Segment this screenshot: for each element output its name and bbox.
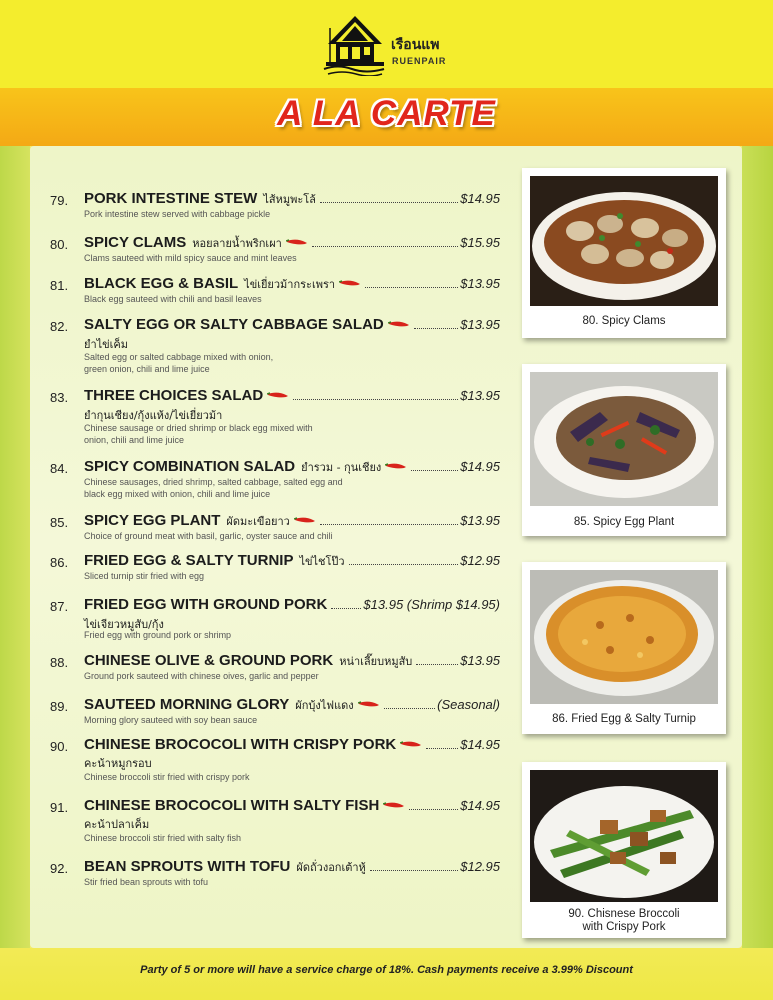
item-description: Fried egg with ground pork or shrimp <box>84 630 232 640</box>
item-description: Sliced turnip stir fried with egg <box>84 571 205 581</box>
dish-photo-spicy-clams <box>522 168 726 338</box>
item-description: Morning glory sauteed with soy bean sauce <box>84 715 258 725</box>
item-number: 90. <box>50 739 69 754</box>
dot-leader <box>365 287 458 288</box>
item-thai-name: ผัดมะเขือยาว <box>226 515 290 528</box>
dish-photo-fried-egg-turnip <box>522 562 726 734</box>
chili-pepper-icon <box>358 700 380 708</box>
item-name: CHINESE BROCOCOLI WITH CRISPY PORK <box>84 736 397 753</box>
chili-pepper-icon <box>294 516 316 524</box>
dot-leader <box>370 870 458 871</box>
photo-caption: with Crispy Pork <box>582 921 666 933</box>
item-price: $14.95 <box>460 459 500 474</box>
house-boat-icon <box>322 14 388 76</box>
item-thai-name: ยำไข่เค็ม <box>84 338 129 351</box>
item-price: $13.95 (Shrimp $14.95) <box>363 597 500 612</box>
chili-pepper-icon <box>383 801 405 809</box>
brand-thai-name: เรือนแพ <box>391 37 440 53</box>
item-price: $14.95 <box>460 798 500 813</box>
item-name: THREE CHOICES SALAD <box>84 387 264 404</box>
item-description: Chinese broccoli stir fried with crispy pork <box>84 772 250 782</box>
item-thai-name: คะน้าหมูกรอบ <box>84 757 152 770</box>
chili-pepper-icon <box>400 740 422 748</box>
item-number: 87. <box>50 599 69 614</box>
restaurant-logo <box>322 14 447 76</box>
item-name: SPICY COMBINATION SALAD <box>84 458 296 475</box>
brand-name: RUENPAIR <box>392 56 447 66</box>
item-number: 88. <box>50 655 69 670</box>
item-price: $14.95 <box>460 737 500 752</box>
item-description: black egg mixed with onion, chili and lime juice <box>84 489 271 499</box>
dot-leader <box>411 470 458 471</box>
item-price: $14.95 <box>460 191 500 206</box>
item-description: green onion, chili and lime juice <box>84 364 210 374</box>
item-thai-name: หอยลายน้ำพริกเผา <box>192 237 282 250</box>
photo-caption: 80. Spicy Clams <box>582 315 666 327</box>
fried-egg-turnip-image <box>530 570 718 704</box>
item-thai-name: ยำกุนเชียง/กุ้งแห้ง/ไข่เยี่ยวม้า <box>84 409 223 422</box>
item-name: FRIED EGG & SALTY TURNIP <box>84 552 294 569</box>
item-description: Choice of ground meat with basil, garlic, oyster sauce and chili <box>84 531 333 541</box>
item-number: 80. <box>50 237 69 252</box>
item-number: 82. <box>50 319 69 334</box>
photo-caption: 86. Fried Egg & Salty Turnip <box>552 713 696 725</box>
left-border <box>0 146 30 948</box>
item-thai-name: หน่าเลี๊ยบหมูสับ <box>339 655 413 668</box>
item-description: Ground pork sauteed with chinese oives, garlic and pepper <box>84 671 319 681</box>
dot-leader <box>426 748 458 749</box>
item-description: Salted egg or salted cabbage mixed with onion, <box>84 352 274 362</box>
item-price: $13.95 <box>460 513 500 528</box>
right-border <box>742 146 773 948</box>
chili-pepper-icon <box>385 462 407 470</box>
dot-leader <box>414 328 458 329</box>
spicy-egg-plant-image <box>530 372 718 506</box>
spicy-clams-image <box>530 176 718 306</box>
chili-pepper-icon <box>267 391 289 399</box>
dot-leader <box>320 524 458 525</box>
dot-leader <box>416 664 458 665</box>
item-description: Chinese sausages, dried shrimp, salted cabbage, salted egg and <box>84 477 343 487</box>
item-description: Clams sauteed with mild spicy sauce and mint leaves <box>84 253 297 263</box>
item-number: 83. <box>50 390 69 405</box>
item-thai-name: ไส้หมูพะโล้ <box>263 193 316 206</box>
item-price: $13.95 <box>460 653 500 668</box>
item-thai-name: ผักบุ้งไฟแดง <box>295 699 354 712</box>
dot-leader <box>312 246 458 247</box>
item-description: Chinese sausage or dried shrimp or black egg mixed with <box>84 423 313 433</box>
item-name: SPICY CLAMS <box>84 234 187 251</box>
dot-leader <box>320 202 458 203</box>
dot-leader <box>293 399 458 400</box>
item-number: 81. <box>50 278 69 293</box>
item-price: $12.95 <box>460 553 500 568</box>
item-thai-name: ผัดถั่วงอกเต้าหู้ <box>296 861 366 874</box>
item-name: BEAN SPROUTS WITH TOFU <box>84 858 291 875</box>
item-number: 86. <box>50 555 69 570</box>
item-name: CHINESE OLIVE & GROUND PORK <box>84 652 334 669</box>
dish-photo-broccoli-crispy-pork <box>522 762 726 938</box>
item-thai-name: ไข่เยี่ยวม้ากระเพรา <box>244 278 336 291</box>
item-description: Chinese broccoli stir fried with salty fish <box>84 833 242 843</box>
item-price: (Seasonal) <box>437 697 500 712</box>
broccoli-crispy-pork-image <box>530 770 718 902</box>
item-number: 91. <box>50 800 69 815</box>
dish-photo-spicy-egg-plant <box>522 364 726 536</box>
item-price: $12.95 <box>460 859 500 874</box>
item-number: 92. <box>50 861 69 876</box>
chili-pepper-icon <box>388 320 410 328</box>
item-price: $13.95 <box>460 388 500 403</box>
item-description: onion, chili and lime juice <box>84 435 185 445</box>
item-number: 89. <box>50 699 69 714</box>
item-name: FRIED EGG WITH GROUND PORK <box>84 596 328 613</box>
photo-caption: 85. Spicy Egg Plant <box>573 516 675 528</box>
item-name: PORK INTESTINE STEW <box>84 190 258 207</box>
item-price: $13.95 <box>460 317 500 332</box>
item-thai-name: ไข่เจียวหมูสับ/กุ้ง <box>84 618 164 631</box>
chili-pepper-icon <box>286 238 308 246</box>
item-price: $15.95 <box>460 235 500 250</box>
item-description: Pork intestine stew served with cabbage pickle <box>84 209 271 219</box>
item-number: 79. <box>50 193 69 208</box>
item-description: Black egg sauteed with chili and basil leaves <box>84 294 262 304</box>
item-name: SALTY EGG OR SALTY CABBAGE SALAD <box>84 316 384 333</box>
item-description: Stir fried bean sprouts with tofu <box>84 877 209 887</box>
item-name: SAUTEED MORNING GLORY <box>84 696 290 713</box>
item-price: $13.95 <box>460 276 500 291</box>
dot-leader <box>331 608 361 609</box>
dot-leader <box>349 564 459 565</box>
item-thai-name: ยำรวม - กุนเชียง <box>301 461 382 474</box>
item-thai-name: คะน้าปลาเค็ม <box>84 818 150 831</box>
service-charge-note: Party of 5 or more will have a service charge of 18%. Cash payments receive a 3.99% Discount <box>140 964 633 976</box>
item-name: BLACK EGG & BASIL <box>84 275 239 292</box>
item-number: 84. <box>50 461 69 476</box>
item-number: 85. <box>50 515 69 530</box>
item-name: CHINESE BROCOCOLI WITH SALTY FISH <box>84 797 380 814</box>
page-title: A LA CARTE <box>277 94 496 133</box>
item-name: SPICY EGG PLANT <box>84 512 221 529</box>
chili-pepper-icon <box>339 279 361 287</box>
dot-leader <box>409 809 458 810</box>
photo-caption: 90. Chisnese Broccoli <box>568 908 680 920</box>
dot-leader <box>384 708 435 709</box>
item-thai-name: ไข่ไชโป๊ว <box>299 555 345 568</box>
